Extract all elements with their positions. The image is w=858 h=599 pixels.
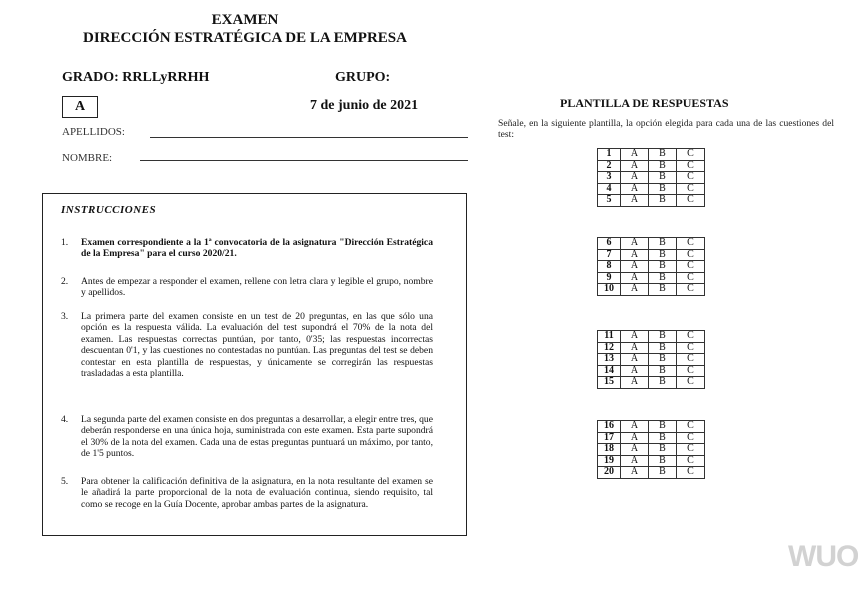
answer-option-b[interactable]: B <box>649 354 677 366</box>
answer-option-c[interactable]: C <box>677 284 705 296</box>
answer-option-a[interactable]: A <box>621 455 649 467</box>
apellidos-label: APELLIDOS: <box>62 126 125 138</box>
answer-option-a[interactable]: A <box>621 377 649 389</box>
answer-table-2 <box>597 237 705 296</box>
answer-row <box>598 421 705 433</box>
answer-row <box>598 195 705 207</box>
answer-sheet-title: PLANTILLA DE RESPUESTAS <box>560 96 729 110</box>
answer-option-a[interactable]: A <box>621 284 649 296</box>
answer-option-a[interactable]: A <box>621 421 649 433</box>
answer-option-a[interactable]: A <box>621 261 649 273</box>
answer-option-b[interactable]: B <box>649 195 677 207</box>
answer-option-c[interactable]: C <box>677 160 705 172</box>
instruction-item: 5. Para obtener la calificación definitiva de la asignatura, en la nota resultante del examen se le añadirá la parte proporcional de la nota de evaluación continua, siendo requisito, tal como se recoge en la Guía Docente, aprobar ambas partes de la asignatura. <box>61 476 433 510</box>
exam-title: EXAMEN <box>211 12 279 28</box>
answer-option-c[interactable]: C <box>677 249 705 261</box>
answer-option-b[interactable]: B <box>649 467 677 479</box>
grado-label: GRADO: RRLLyRRHH <box>62 70 210 85</box>
question-number: 1 <box>598 149 621 161</box>
answer-option-c[interactable]: C <box>677 455 705 467</box>
answer-option-a[interactable]: A <box>621 160 649 172</box>
answer-row <box>598 365 705 377</box>
question-number: 17 <box>598 432 621 444</box>
grupo-label: GRUPO: <box>335 70 391 85</box>
answer-option-a[interactable]: A <box>621 195 649 207</box>
answer-option-b[interactable]: B <box>649 455 677 467</box>
question-number: 4 <box>598 183 621 195</box>
instruction-item: 4. La segunda parte del examen consiste en dos preguntas a desarrollar, a elegir entre tres, que deberán responderse en una única hoja, suministrada con este examen. Esta parte supondrá el 30% de la nota del examen. Cada una de estas preguntas puntuará un máximo, por tanto, de 1'5 puntos. <box>61 414 433 460</box>
answer-option-c[interactable]: C <box>677 331 705 343</box>
watermark-logo: WUO <box>788 540 858 573</box>
answer-row <box>598 238 705 250</box>
exam-variant-box: A <box>62 96 98 118</box>
instructions-box <box>42 193 467 536</box>
answer-option-b[interactable]: B <box>649 238 677 250</box>
answer-option-a[interactable]: A <box>621 249 649 261</box>
answer-sheet-instructions: Señale, en la siguiente plantilla, la opción elegida para cada una de las cuestiones del test: <box>498 118 834 140</box>
answer-row <box>598 467 705 479</box>
answer-option-b[interactable]: B <box>649 149 677 161</box>
question-number: 9 <box>598 272 621 284</box>
answer-option-b[interactable]: B <box>649 183 677 195</box>
question-number: 19 <box>598 455 621 467</box>
answer-option-c[interactable]: C <box>677 354 705 366</box>
instruction-item: 2. Antes de empezar a responder el examen, rellene con letra clara y legible el grupo, nombre y apellidos. <box>61 276 433 299</box>
instruction-item: 1. Examen correspondiente a la 1ª convocatoria de la asignatura "Dirección Estratégica de la Empresa" para el curso 2020/21. <box>61 237 433 260</box>
question-number: 20 <box>598 467 621 479</box>
answer-option-a[interactable]: A <box>621 365 649 377</box>
answer-row <box>598 432 705 444</box>
answer-table-4 <box>597 420 705 479</box>
answer-option-b[interactable]: B <box>649 342 677 354</box>
subject-title: DIRECCIÓN ESTRATÉGICA DE LA EMPRESA <box>83 30 407 46</box>
answer-option-c[interactable]: C <box>677 432 705 444</box>
answer-option-c[interactable]: C <box>677 172 705 184</box>
answer-option-c[interactable]: C <box>677 467 705 479</box>
answer-row <box>598 377 705 389</box>
answer-row <box>598 354 705 366</box>
answer-option-b[interactable]: B <box>649 261 677 273</box>
answer-option-c[interactable]: C <box>677 195 705 207</box>
answer-option-b[interactable]: B <box>649 377 677 389</box>
answer-option-c[interactable]: C <box>677 365 705 377</box>
answer-row <box>598 160 705 172</box>
answer-option-c[interactable]: C <box>677 377 705 389</box>
question-number: 15 <box>598 377 621 389</box>
answer-table-1 <box>597 148 705 207</box>
answer-row <box>598 455 705 467</box>
question-number: 3 <box>598 172 621 184</box>
question-number: 7 <box>598 249 621 261</box>
answer-option-b[interactable]: B <box>649 331 677 343</box>
answer-option-b[interactable]: B <box>649 284 677 296</box>
apellidos-field[interactable] <box>150 137 468 138</box>
answer-option-c[interactable]: C <box>677 272 705 284</box>
question-number: 5 <box>598 195 621 207</box>
question-number: 14 <box>598 365 621 377</box>
question-number: 11 <box>598 331 621 343</box>
answer-option-c[interactable]: C <box>677 261 705 273</box>
answer-row <box>598 172 705 184</box>
answer-option-c[interactable]: C <box>677 444 705 456</box>
answer-option-a[interactable]: A <box>621 444 649 456</box>
answer-option-a[interactable]: A <box>621 149 649 161</box>
answer-row <box>598 183 705 195</box>
answer-option-b[interactable]: B <box>649 432 677 444</box>
answer-row <box>598 249 705 261</box>
question-number: 16 <box>598 421 621 433</box>
answer-row <box>598 444 705 456</box>
answer-row <box>598 261 705 273</box>
instruction-item: 3. La primera parte del examen consiste en un test de 20 preguntas, en las que sólo una opción es la respuesta válida. La evaluación del test supondrá el 70% de la nota del examen. Las respuestas correctas puntúan, por tanto, 0'35; las respuestas incorrectas descuentan 0'1, y las cuestiones no contestadas no puntúan. Las preguntas del test se deben contestar en esta plantilla de respuestas, y únicamente se corregirán las respuestas trasladadas a esta plantilla. <box>61 311 433 380</box>
answer-row <box>598 331 705 343</box>
answer-option-a[interactable]: A <box>621 172 649 184</box>
answer-option-a[interactable]: A <box>621 183 649 195</box>
answer-option-b[interactable]: B <box>649 172 677 184</box>
nombre-field[interactable] <box>140 160 468 161</box>
answer-option-b[interactable]: B <box>649 160 677 172</box>
answer-option-a[interactable]: A <box>621 331 649 343</box>
answer-option-b[interactable]: B <box>649 272 677 284</box>
answer-option-c[interactable]: C <box>677 421 705 433</box>
answer-option-c[interactable]: C <box>677 183 705 195</box>
answer-option-a[interactable]: A <box>621 467 649 479</box>
question-number: 13 <box>598 354 621 366</box>
answer-option-b[interactable]: B <box>649 249 677 261</box>
question-number: 2 <box>598 160 621 172</box>
answer-option-b[interactable]: B <box>649 421 677 433</box>
question-number: 12 <box>598 342 621 354</box>
answer-row <box>598 272 705 284</box>
answer-row <box>598 342 705 354</box>
question-number: 6 <box>598 238 621 250</box>
question-number: 10 <box>598 284 621 296</box>
answer-row <box>598 284 705 296</box>
answer-row <box>598 149 705 161</box>
nombre-label: NOMBRE: <box>62 152 113 164</box>
question-number: 8 <box>598 261 621 273</box>
answer-option-a[interactable]: A <box>621 342 649 354</box>
answer-option-b[interactable]: B <box>649 444 677 456</box>
answer-table-3 <box>597 330 705 389</box>
instructions-title: INSTRUCCIONES <box>61 204 157 216</box>
answer-option-c[interactable]: C <box>677 342 705 354</box>
answer-option-a[interactable]: A <box>621 272 649 284</box>
answer-option-b[interactable]: B <box>649 365 677 377</box>
answer-option-a[interactable]: A <box>621 238 649 250</box>
exam-date: 7 de junio de 2021 <box>310 98 419 113</box>
answer-option-a[interactable]: A <box>621 354 649 366</box>
answer-option-c[interactable]: C <box>677 149 705 161</box>
answer-option-c[interactable]: C <box>677 238 705 250</box>
question-number: 18 <box>598 444 621 456</box>
answer-option-a[interactable]: A <box>621 432 649 444</box>
